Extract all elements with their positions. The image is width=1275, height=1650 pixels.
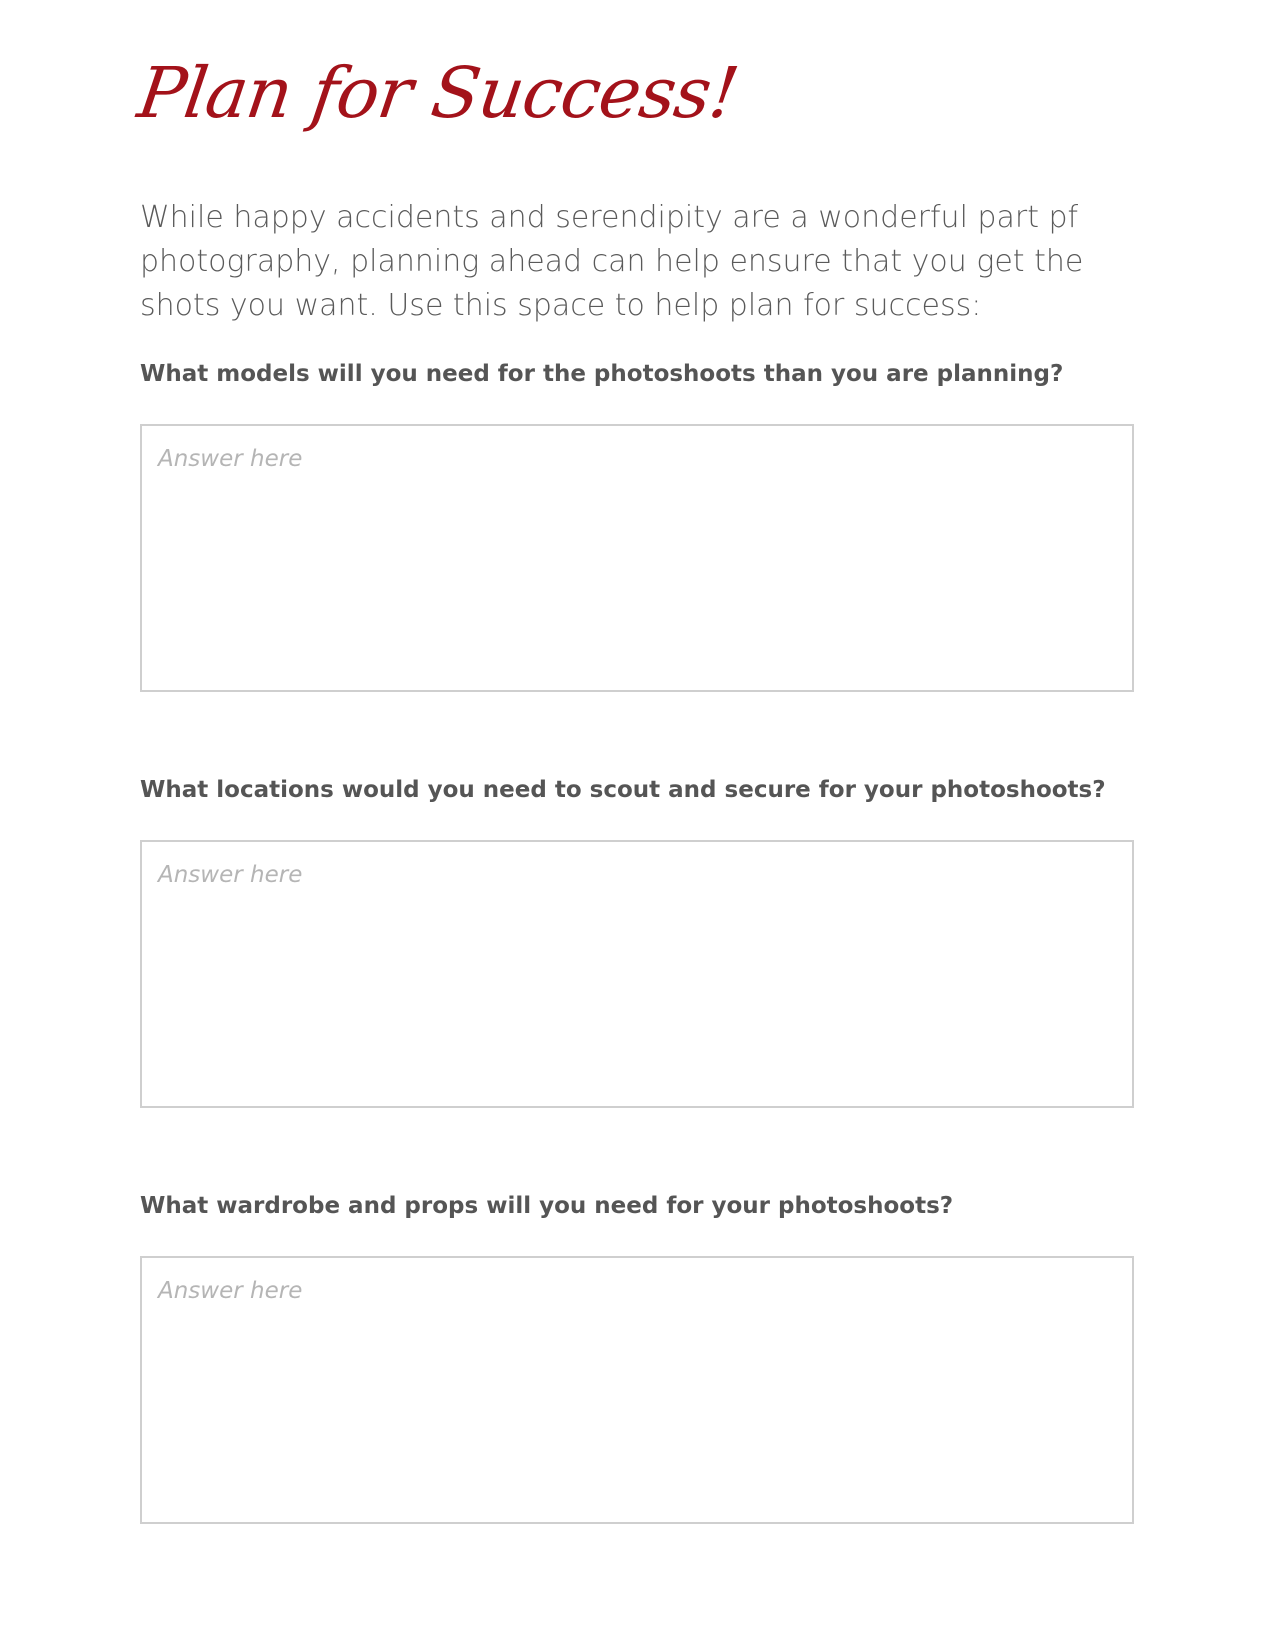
answer-field-wardrobe-props[interactable] — [140, 1256, 1134, 1524]
answer-field-locations[interactable] — [140, 840, 1134, 1108]
page-title: Plan for Success! — [133, 52, 743, 134]
answer-placeholder: Answer here — [158, 1278, 303, 1304]
answer-placeholder: Answer here — [158, 862, 303, 888]
answer-placeholder: Answer here — [158, 446, 303, 472]
question-wardrobe-props: What wardrobe and props will you need for your photoshoots? — [140, 1193, 954, 1219]
answer-field-models[interactable] — [140, 424, 1134, 692]
question-locations: What locations would you need to scout and secure for your photoshoots? — [140, 777, 1106, 803]
question-models: What models will you need for the photoshoots than you are planning? — [140, 361, 1064, 387]
intro-paragraph: While happy accidents and serendipity are a wonderful part pf photography, planning ahead can help ensure that you get the shots you want. Use this space to help plan for success: — [140, 200, 1084, 323]
